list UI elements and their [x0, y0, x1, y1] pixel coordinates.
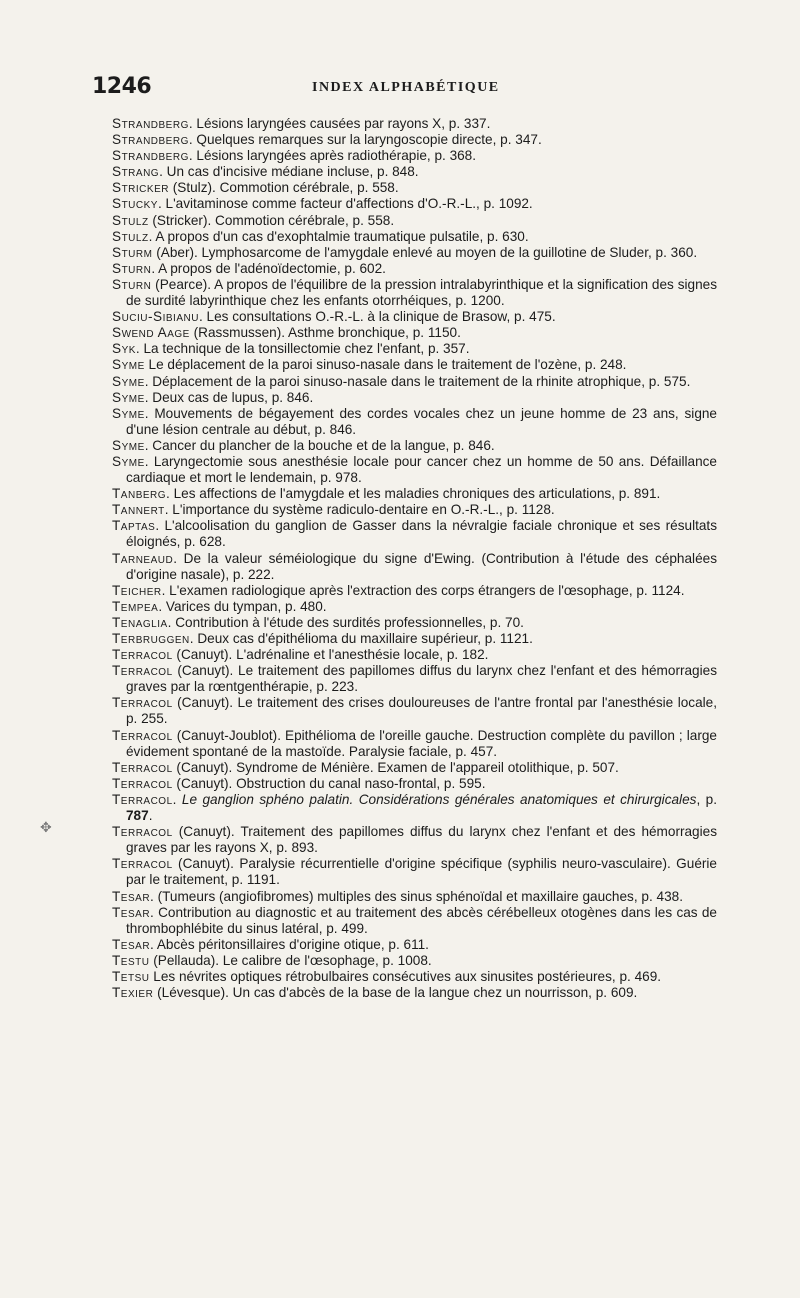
entry-text: . Les affections de l'amygdale et les maladies chroniques des articulations, p. 891. [166, 486, 661, 502]
index-entry [112, 889, 717, 905]
author-name: Syme [112, 437, 145, 453]
entry-text: (Rassmussen). Asthme bronchique, p. 1150. [189, 325, 461, 341]
entry-page-bold: 787 [126, 808, 149, 824]
index-entry [112, 937, 717, 953]
index-entry [112, 728, 717, 760]
index-entry [112, 776, 717, 792]
entry-text: . Abcès péritonsillaires d'origine otique, p. 611. [150, 936, 429, 952]
entry-text: . Lésions laryngées après radiothérapie, p. 368. [188, 148, 477, 164]
index-entry [112, 953, 717, 969]
entry-text: (Pellauda). Le calibre de l'œsophage, p. 1008. [149, 952, 432, 968]
index-entry [112, 969, 717, 985]
index-entry [112, 760, 717, 776]
author-name: Terracol [112, 775, 173, 791]
entry-text: . Contribution au diagnostic et au traitement des abcès cérébelleux otogènes dans les cas de thrombophlébite du sinus latéral, p. 499. [126, 904, 717, 936]
entry-text: (Canuyt-Joublot). Epithélioma de l'oreille gauche. Destruction complète du pavillon ; large évidement spontané de la mastoïde. Paralysie faciale, p. 457. [126, 727, 717, 759]
author-name: Stulz [112, 212, 149, 228]
index-entries [112, 116, 717, 1001]
author-name: Swend Aage [112, 325, 190, 341]
author-name: Stucky [112, 196, 158, 212]
author-name: Syme [112, 389, 145, 405]
author-name: Tempea [112, 598, 159, 614]
author-name: Terracol [112, 824, 173, 840]
index-entry [112, 261, 717, 277]
entry-text: (Stricker). Commotion cérébrale, p. 558. [148, 212, 395, 228]
author-name: Tesar [112, 888, 151, 904]
author-name: Tesar [112, 904, 151, 920]
index-entry [112, 374, 717, 390]
author-name: Stulz [112, 228, 149, 244]
author-name: Terbruggen [112, 631, 190, 646]
index-entry [112, 229, 717, 245]
index-entry [112, 341, 717, 357]
author-name: Texier [112, 985, 154, 1001]
index-entry [112, 116, 717, 132]
entry-text: . La technique de la tonsillectomie chez l'enfant, p. 357. [135, 341, 470, 357]
entry-text: . L'alcoolisation du ganglion de Gasser dans la névralgie faciale chronique et ses résultats éloignés, p. 628. [126, 518, 717, 550]
author-name: Tarneaud [112, 550, 174, 566]
index-entry [112, 695, 717, 727]
entry-text: (Aber). Lymphosarcome de l'amygdale enlevé au moyen de la guillotine de Sluder, p. 360. [152, 244, 698, 260]
index-entry [112, 438, 717, 454]
index-entry [112, 180, 717, 196]
entry-text: . Deux cas d'épithélioma du maxillaire supérieur, p. 1121. [189, 631, 533, 646]
author-name: Terracol [112, 647, 173, 663]
author-name: Terracol [112, 663, 173, 679]
author-name: Syme [112, 373, 145, 389]
index-entry [112, 406, 717, 438]
index-entry [112, 277, 717, 309]
index-entry [112, 599, 717, 615]
index-entry [112, 502, 717, 518]
index-entry [112, 132, 717, 148]
author-name: Testu [112, 952, 150, 968]
index-entry [112, 390, 717, 406]
author-name: Tannert [112, 502, 165, 518]
entry-text: . Lésions laryngées causées par rayons X, p. 337. [188, 116, 491, 131]
entry-text: . De la valeur séméiologique du signe d'Ewing. (Contribution à l'étude des céphalées d'origine nasale), p. 222. [126, 550, 717, 582]
entry-text: . L'avitaminose comme facteur d'affections d'O.-R.-L., p. 1092. [157, 196, 533, 212]
entry-text: (Lévesque). Un cas d'abcès de la base de la langue chez un nourrisson, p. 609. [153, 985, 638, 1001]
author-name: Terracol [112, 695, 173, 711]
author-name: Sturn [112, 276, 152, 292]
entry-text: . Quelques remarques sur la laryngoscopie directe, p. 347. [188, 132, 542, 148]
author-name: Tenaglia [112, 614, 168, 630]
author-name: Terracol [112, 759, 173, 775]
author-name: Syme [112, 405, 145, 421]
author-name: Syme [112, 357, 145, 373]
entry-text: (Canuyt). L'adrénaline et l'anesthésie locale, p. 182. [172, 647, 489, 663]
author-name: Strandberg [112, 148, 189, 164]
entry-text: . L'importance du système radiculo-dentaire en O.-R.-L., p. 1128. [164, 502, 555, 518]
author-name: Syme [112, 453, 145, 469]
author-name: Strandberg [112, 132, 189, 148]
author-name: Tetsu [112, 968, 150, 984]
page-header [92, 74, 708, 100]
entry-text: (Canuyt). Obstruction du canal naso-frontal, p. 595. [172, 775, 486, 791]
entry-text: . Laryngectomie sous anesthésie locale pour cancer chez un homme de 50 ans. Défaillance cardiaque et mort le lendemain, p. 978. [126, 453, 717, 486]
author-name: Sturm [112, 244, 153, 260]
author-name: Tanberg [112, 486, 167, 502]
entry-text: . Cancer du plancher de la bouche et de la langue, p. 846. [144, 437, 495, 453]
index-entry [112, 309, 717, 325]
entry-text: . [172, 791, 182, 807]
entry-text: . (Tumeurs (angiofibromes) multiples des sinus sphénoïdal et maxillaire gauches, p. 438. [150, 888, 683, 904]
entry-text: (Canuyt). Le traitement des crises douloureuses de l'antre frontal par l'anesthésie locale, p. 255. [126, 695, 717, 727]
index-entry [112, 486, 717, 502]
index-entry [112, 663, 717, 695]
entry-text-after: , p. [696, 791, 718, 807]
index-entry [112, 213, 717, 229]
margin-ornament-icon: ✥ [40, 819, 52, 835]
index-entry [112, 583, 717, 599]
author-name: Terracol [112, 727, 173, 743]
index-entry [112, 164, 717, 180]
index-entry [112, 518, 717, 550]
entry-text: . Déplacement de la paroi sinuso-nasale dans le traitement de la rhinite atrophique, p. 575. [144, 373, 691, 389]
index-entry [112, 196, 717, 212]
entry-text: (Canuyt). Traitement des papillomes diffus du larynx chez l'enfant et des hémorragies graves par les rayons X, p. 893. [126, 824, 717, 856]
entry-text: (Stulz). Commotion cérébrale, p. 558. [168, 180, 399, 196]
author-name: Tesar [112, 936, 151, 952]
entry-text-end: . [148, 808, 153, 824]
entry-text: Le déplacement de la paroi sinuso-nasale dans le traitement de l'ozène, p. 248. [144, 357, 627, 373]
index-entry [112, 985, 717, 1001]
index-entry [112, 824, 717, 856]
author-name: Terracol [112, 791, 173, 807]
entry-text: (Pearce). A propos de l'équilibre de la pression intralabyrinthique et la signification des signes de surdité labyrinthique chez les enfants otorrhéiques, p. 1200. [126, 276, 717, 309]
entry-text: . Deux cas de lupus, p. 846. [144, 389, 314, 405]
author-name: Teicher [112, 582, 162, 598]
entry-text: . Les consultations O.-R.-L. à la clinique de Brasow, p. 475. [198, 309, 556, 325]
author-name: Suciu-Sibianu [112, 309, 199, 325]
entry-text: . Mouvements de bégayement des cordes vocales chez un jeune homme de 23 ans, signe d'une lésion centrale au début, p. 846. [126, 405, 717, 437]
entry-text: (Canuyt). Paralysie récurrentielle d'origine spécifique (syphilis neuro-vasculaire). Guérie par le traitement, p. 1191. [126, 856, 717, 888]
entry-text: . L'examen radiologique après l'extraction des corps étrangers de l'œsophage, p. 1124. [161, 582, 685, 598]
index-entry [112, 856, 717, 888]
entry-text: (Canuyt). Syndrome de Ménière. Examen de l'appareil otolithique, p. 507. [172, 759, 619, 775]
index-entry [112, 325, 717, 341]
entry-text: . A propos d'un cas d'exophtalmie traumatique pulsatile, p. 630. [148, 228, 529, 244]
author-name: Stricker [112, 180, 169, 196]
index-entry [112, 792, 717, 824]
index-entry [112, 148, 717, 164]
author-name: Strang [112, 164, 160, 180]
entry-text: . Contribution à l'étude des surdités professionnelles, p. 70. [167, 614, 524, 630]
index-entry [112, 551, 717, 583]
entry-text: . Un cas d'incisive médiane incluse, p. 848. [159, 164, 419, 180]
index-entry [112, 454, 717, 486]
index-entry [112, 631, 717, 647]
entry-text: . A propos de l'adénoïdectomie, p. 602. [151, 260, 386, 276]
running-head: INDEX ALPHABÉTIQUE [312, 80, 500, 95]
author-name: Taptas [112, 518, 156, 534]
index-entry [112, 905, 717, 937]
author-name: Syk [112, 341, 136, 357]
index-entry [112, 647, 717, 663]
entry-text: . Varices du tympan, p. 480. [158, 598, 327, 614]
author-name: Terracol [112, 856, 173, 872]
index-entry [112, 357, 717, 373]
entry-text: (Canuyt). Le traitement des papillomes diffus du larynx chez l'enfant et des hémorragies graves par la rœntgenthérapie, p. 223. [126, 663, 717, 695]
entry-text: Les névrites optiques rétrobulbaires consécutives aux sinusites postérieures, p. 469. [149, 968, 662, 984]
page-number: 1246 [92, 74, 152, 99]
entry-title-italic: Le ganglion sphéno palatin. Considérations générales anatomiques et chirurgicales [181, 791, 697, 807]
index-entry [112, 615, 717, 631]
author-name: Sturn [112, 260, 152, 276]
author-name: Strandberg [112, 116, 189, 131]
index-entry [112, 245, 717, 261]
